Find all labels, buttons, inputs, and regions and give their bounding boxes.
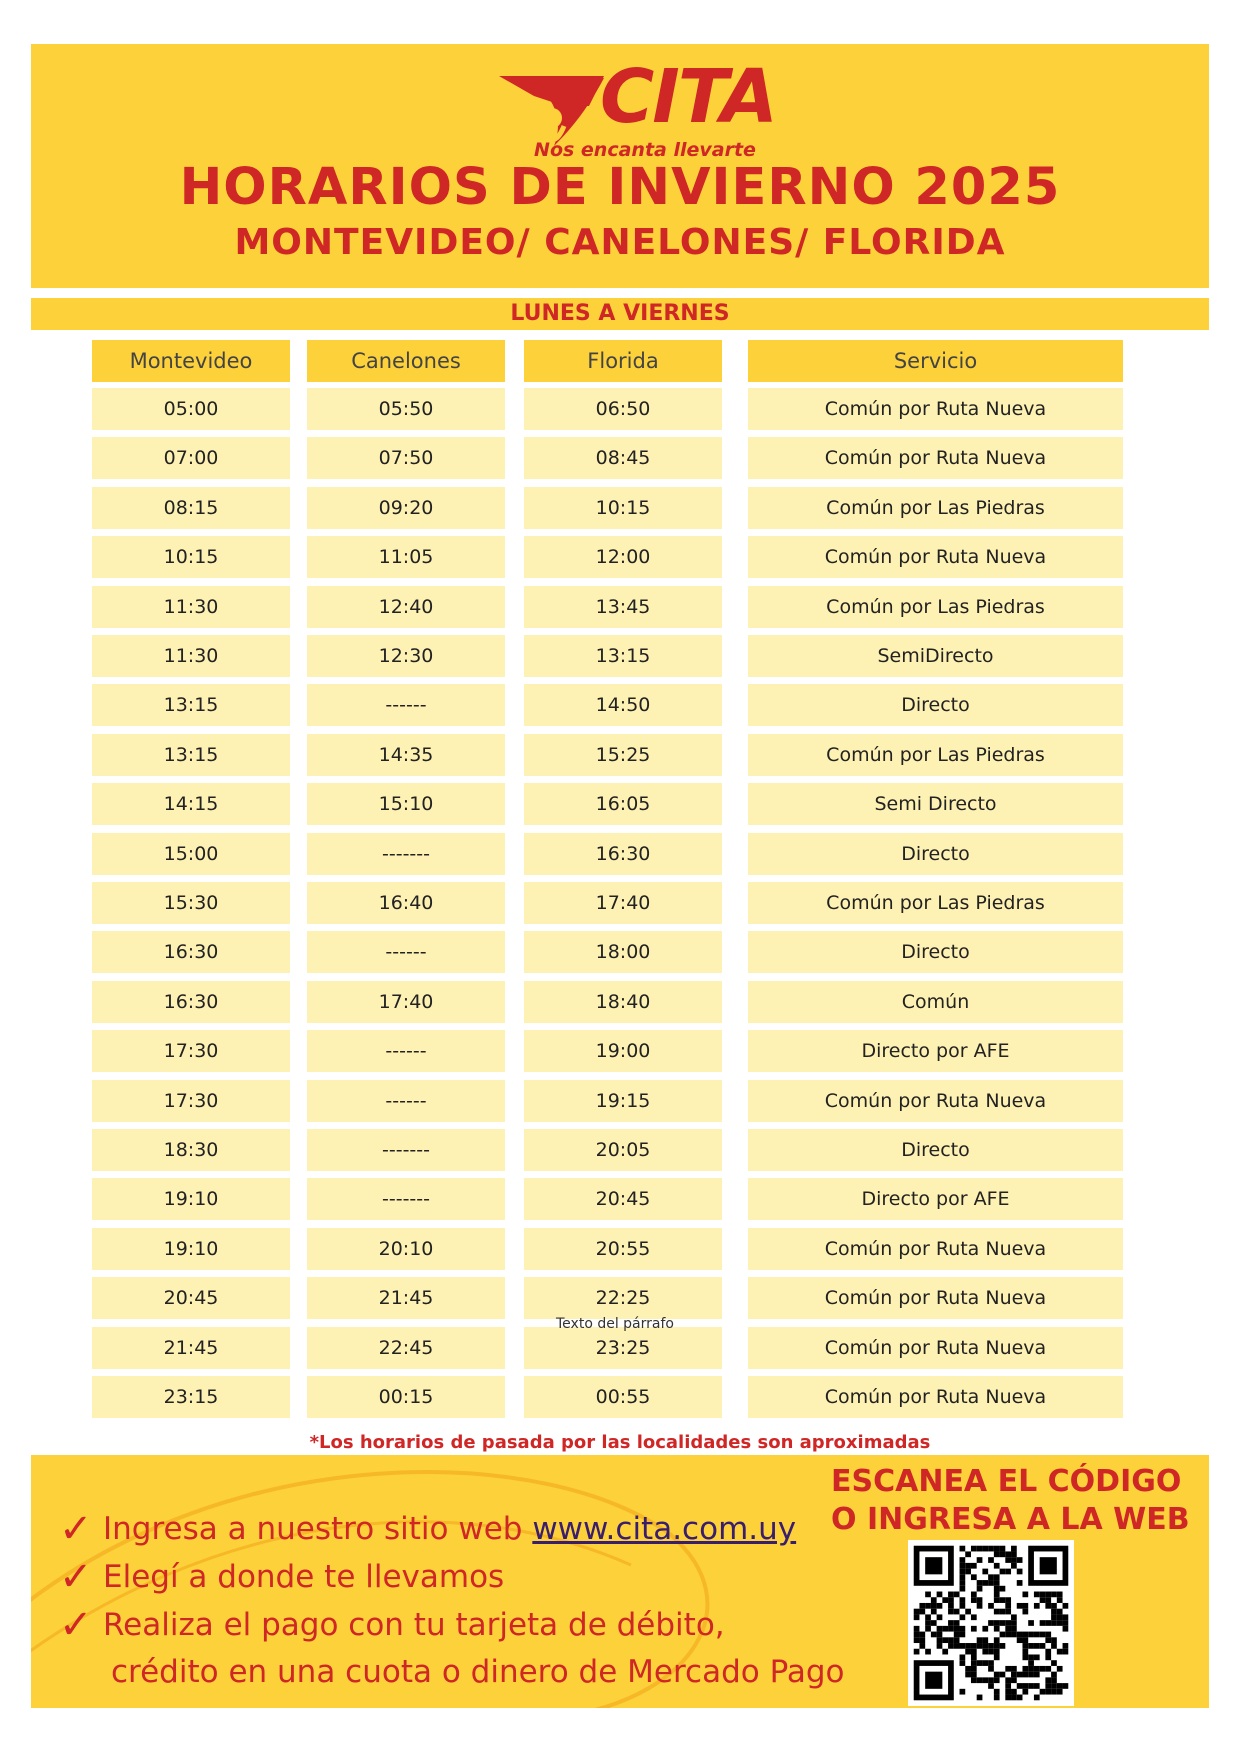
time-cell: 18:40 [524, 981, 722, 1023]
time-cell: 23:15 [92, 1376, 290, 1418]
service-cell: Común por Las Piedras [748, 882, 1123, 924]
service-cell: Directo por AFE [748, 1030, 1123, 1072]
service-cell: Común por Las Piedras [748, 734, 1123, 776]
time-cell: 21:45 [92, 1327, 290, 1369]
scan-line-2: O INGRESA A LA WEB [831, 1502, 1190, 1537]
time-cell: 20:10 [307, 1228, 505, 1270]
stray-text-note: Texto del párrafo [556, 1316, 674, 1332]
time-cell: 08:45 [524, 437, 722, 479]
time-cell: ------ [307, 684, 505, 726]
checkmark-icon: ✓ [59, 1506, 93, 1552]
time-cell: ------- [307, 1129, 505, 1171]
time-cell: 07:00 [92, 437, 290, 479]
time-cell: 22:45 [307, 1327, 505, 1369]
scan-instructions [831, 1463, 1191, 1539]
service-cell: Semi Directo [748, 783, 1123, 825]
service-cell: Directo [748, 931, 1123, 973]
time-cell: 14:50 [524, 684, 722, 726]
time-cell: 14:15 [92, 783, 290, 825]
time-cell: 13:15 [92, 684, 290, 726]
service-cell: Común por Ruta Nueva [748, 536, 1123, 578]
service-cell: Común por Ruta Nueva [748, 1376, 1123, 1418]
time-cell: 00:55 [524, 1376, 722, 1418]
time-cell: 23:25 [524, 1327, 722, 1369]
time-cell: 08:15 [92, 487, 290, 529]
website-link[interactable]: www.cita.com.uy [532, 1511, 797, 1547]
time-cell: 10:15 [92, 536, 290, 578]
service-cell: Común por Ruta Nueva [748, 1080, 1123, 1122]
qr-code-icon[interactable] [908, 1540, 1074, 1706]
service-cell: SemiDirecto [748, 635, 1123, 677]
time-cell: 16:30 [92, 931, 290, 973]
time-cell: 11:30 [92, 635, 290, 677]
time-cell: 19:10 [92, 1228, 290, 1270]
column-header: Servicio [748, 340, 1123, 382]
time-cell: 13:45 [524, 586, 722, 628]
page-subtitle: MONTEVIDEO/ CANELONES/ FLORIDA [234, 222, 1006, 263]
time-cell: 06:50 [524, 388, 722, 430]
time-cell: 16:05 [524, 783, 722, 825]
time-cell: ------- [307, 1178, 505, 1220]
time-cell: ------ [307, 1080, 505, 1122]
time-cell: 15:25 [524, 734, 722, 776]
column-header: Florida [524, 340, 722, 382]
time-cell: 20:05 [524, 1129, 722, 1171]
page-title: HORARIOS DE INVIERNO 2025 [179, 158, 1061, 217]
time-cell: 18:30 [92, 1129, 290, 1171]
time-cell: 16:30 [524, 833, 722, 875]
time-cell: ------ [307, 931, 505, 973]
time-cell: 10:15 [524, 487, 722, 529]
service-cell: Directo por AFE [748, 1178, 1123, 1220]
time-cell: 19:00 [524, 1030, 722, 1072]
time-cell: 13:15 [524, 635, 722, 677]
time-cell: 17:30 [92, 1080, 290, 1122]
time-cell: 07:50 [307, 437, 505, 479]
brand-slogan: Nos encanta llevarte [534, 139, 756, 161]
checkmark-icon: ✓ [59, 1554, 93, 1600]
service-cell: Común por Ruta Nueva [748, 1277, 1123, 1319]
service-cell: Común por Las Piedras [748, 586, 1123, 628]
time-cell: 11:30 [92, 586, 290, 628]
time-cell: 00:15 [307, 1376, 505, 1418]
time-cell: 11:05 [307, 536, 505, 578]
time-cell: 19:10 [92, 1178, 290, 1220]
time-cell: 17:40 [307, 981, 505, 1023]
time-cell: 18:00 [524, 931, 722, 973]
time-cell: 15:10 [307, 783, 505, 825]
days-label: LUNES A VIERNES [31, 298, 1209, 330]
time-cell: 17:40 [524, 882, 722, 924]
service-cell: Común por Las Piedras [748, 487, 1123, 529]
step-3-line-2: crédito en una cuota o dinero de Mercado Pago [111, 1654, 845, 1690]
time-cell: 12:30 [307, 635, 505, 677]
step-1 [103, 1511, 796, 1547]
service-cell: Común por Ruta Nueva [748, 1327, 1123, 1369]
brand-wordmark: CITA [600, 54, 776, 140]
time-cell: 12:00 [524, 536, 722, 578]
time-cell: 22:25 [524, 1277, 722, 1319]
time-cell: 12:40 [307, 586, 505, 628]
time-cell: ------ [307, 1030, 505, 1072]
time-cell: 19:15 [524, 1080, 722, 1122]
step-2: Elegí a donde te llevamos [103, 1559, 505, 1595]
column-header: Montevideo [92, 340, 290, 382]
time-cell: 15:30 [92, 882, 290, 924]
step-1-text: Ingresa a nuestro sitio web [103, 1511, 533, 1547]
scan-line-1: ESCANEA EL CÓDIGO [831, 1464, 1182, 1499]
time-cell: ------- [307, 833, 505, 875]
time-cell: 20:45 [524, 1178, 722, 1220]
service-cell: Común por Ruta Nueva [748, 1228, 1123, 1270]
service-cell: Directo [748, 684, 1123, 726]
time-cell: 09:20 [307, 487, 505, 529]
time-cell: 17:30 [92, 1030, 290, 1072]
service-cell: Directo [748, 833, 1123, 875]
column-header: Canelones [307, 340, 505, 382]
service-cell: Común [748, 981, 1123, 1023]
step-3-line-1: Realiza el pago con tu tarjeta de débito, [103, 1607, 725, 1643]
time-cell: 16:40 [307, 882, 505, 924]
service-cell: Común por Ruta Nueva [748, 388, 1123, 430]
service-cell: Común por Ruta Nueva [748, 437, 1123, 479]
time-cell: 15:00 [92, 833, 290, 875]
time-cell: 05:50 [307, 388, 505, 430]
time-cell: 05:00 [92, 388, 290, 430]
footnote: *Los horarios de pasada por las localidades son aproximadas [309, 1432, 931, 1453]
time-cell: 14:35 [307, 734, 505, 776]
time-cell: 20:45 [92, 1277, 290, 1319]
service-cell: Directo [748, 1129, 1123, 1171]
time-cell: 20:55 [524, 1228, 722, 1270]
time-cell: 21:45 [307, 1277, 505, 1319]
time-cell: 13:15 [92, 734, 290, 776]
checkmark-icon: ✓ [59, 1602, 93, 1648]
time-cell: 16:30 [92, 981, 290, 1023]
